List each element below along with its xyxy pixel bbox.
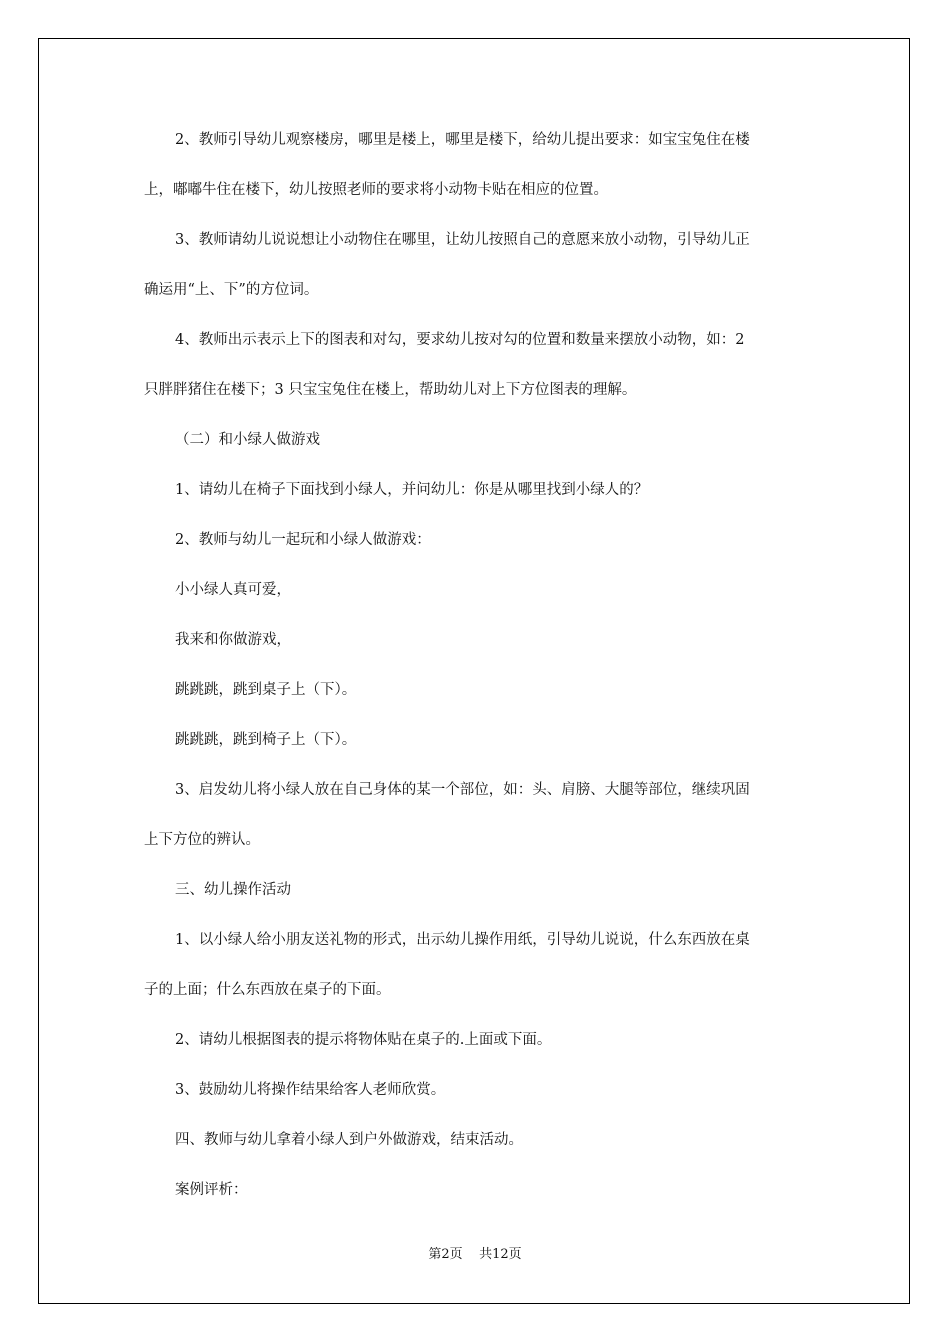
section-heading: （二）和小绿人做游戏 — [175, 432, 320, 448]
rhyme-line: 我来和你做游戏， — [175, 632, 291, 648]
paragraph-line: 3、鼓励幼儿将操作结果给客人老师欣赏。 — [175, 1082, 446, 1098]
paragraph-line: 1、以小绿人给小朋友送礼物的形式，出示幼儿操作用纸，引导幼儿说说，什么东西放在桌 — [175, 932, 750, 948]
paragraph-line: 2、请幼儿根据图表的提示将物体贴在桌子的.上面或下面。 — [175, 1032, 552, 1048]
section-heading: 三、幼儿操作活动 — [175, 882, 291, 898]
paragraph-line: 只胖胖猪住在楼下；3 只宝宝兔住在楼上，帮助幼儿对上下方位图表的理解。 — [144, 382, 637, 398]
rhyme-line: 跳跳跳，跳到椅子上（下）。 — [175, 732, 357, 748]
paragraph-line: 4、教师出示表示上下的图表和对勾，要求幼儿按对勾的位置和数量来摆放小动物，如：2 — [175, 332, 745, 348]
paragraph-line: 1、请幼儿在椅子下面找到小绿人，并问幼儿：你是从哪里找到小绿人的？ — [175, 482, 649, 498]
paragraph-line: 案例评析： — [175, 1182, 248, 1198]
paragraph-line: 上下方位的辨认。 — [144, 832, 260, 848]
page-number-footer: 第2页 共12页 — [428, 1247, 522, 1262]
paragraph-line: 3、教师请幼儿说说想让小动物住在哪里，让幼儿按照自己的意愿来放小动物，引导幼儿正 — [175, 232, 750, 248]
section-heading: 四、教师与幼儿拿着小绿人到户外做游戏，结束活动。 — [175, 1132, 523, 1148]
paragraph-line: 子的上面；什么东西放在桌子的下面。 — [144, 982, 391, 998]
paragraph-line: 3、启发幼儿将小绿人放在自己身体的某一个部位，如：头、肩膀、大腿等部位，继续巩固 — [175, 782, 750, 798]
paragraph-line: 2、教师与幼儿一起玩和小绿人做游戏： — [175, 532, 431, 548]
paragraph-line: 2、教师引导幼儿观察楼房，哪里是楼上，哪里是楼下，给幼儿提出要求：如宝宝兔住在楼 — [175, 132, 750, 148]
rhyme-line: 小小绿人真可爱， — [175, 582, 291, 598]
rhyme-line: 跳跳跳，跳到桌子上（下）。 — [175, 682, 357, 698]
page-border — [38, 38, 910, 1304]
paragraph-line: 确运用“上、下”的方位词。 — [144, 282, 319, 298]
paragraph-line: 上，嘟嘟牛住在楼下，幼儿按照老师的要求将小动物卡贴在相应的位置。 — [144, 182, 608, 198]
